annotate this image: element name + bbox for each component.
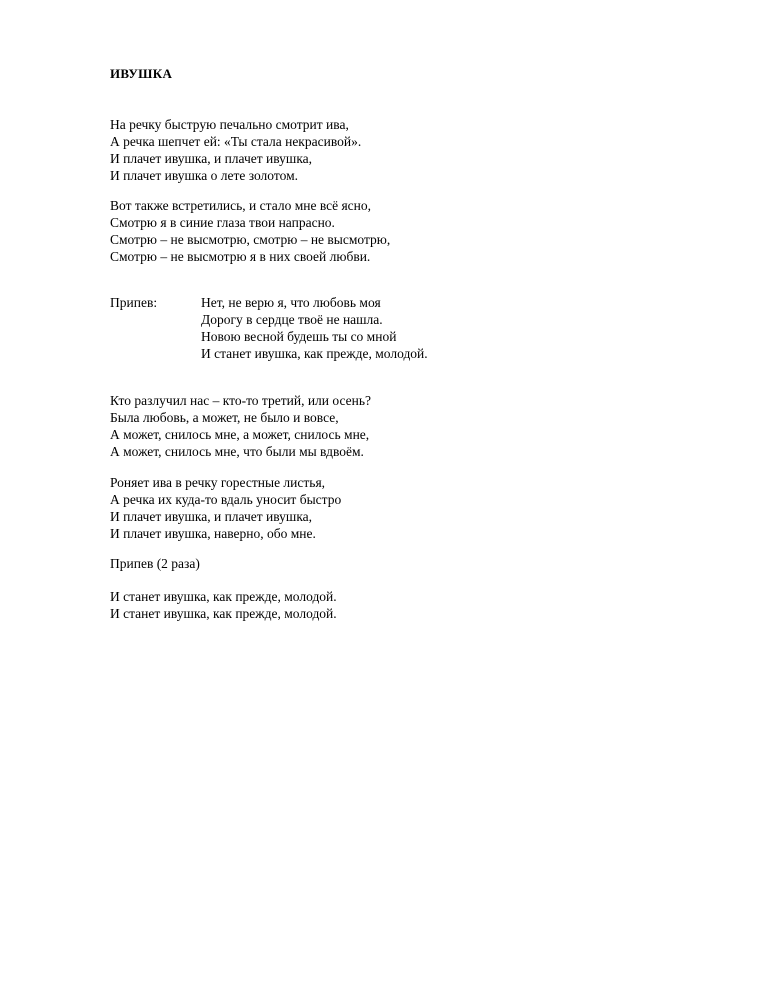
verse-1 (110, 116, 361, 184)
ending-line: И станет ивушка, как прежде, молодой. (110, 589, 337, 604)
verse-line: Роняет ива в речку горестные листья, (110, 475, 326, 490)
verse-line: Смотрю я в синие глаза твои напрасно. (110, 215, 335, 230)
verse-line: А может, снилось мне, что были мы вдвоём. (110, 444, 364, 459)
song-title: ИВУШКА (110, 66, 173, 81)
verse-2 (110, 197, 390, 265)
ending-line: И станет ивушка, как прежде, молодой. (110, 606, 337, 621)
chorus-line: Новою весной будешь ты со мной (201, 329, 397, 344)
chorus-line: Дорогу в сердце твоё не нашла. (201, 312, 383, 327)
chorus (201, 294, 428, 362)
verse-line: Смотрю – не высмотрю я в них своей любви. (110, 249, 371, 264)
chorus-repeat-line: Припев (2 раза) (110, 556, 200, 571)
chorus-line: И станет ивушка, как прежде, молодой. (201, 346, 428, 361)
verse-line: И плачет ивушка, и плачет ивушка, (110, 509, 313, 524)
chorus-repeat-note (110, 555, 200, 572)
verse-line: Смотрю – не высмотрю, смотрю – не высмотрю, (110, 232, 391, 247)
verse-line: На речку быструю печально смотрит ива, (110, 117, 349, 132)
verse-line: А речка их куда-то вдаль уносит быстро (110, 492, 342, 507)
verse-line: Вот также встретились, и стало мне всё ясно, (110, 198, 372, 213)
verse-line: А речка шепчет ей: «Ты стала некрасивой». (110, 134, 362, 149)
verse-line: И плачет ивушка, и плачет ивушка, (110, 151, 313, 166)
verse-line: И плачет ивушка, наверно, обо мне. (110, 526, 316, 541)
chorus-line: Нет, не верю я, что любовь моя (201, 295, 381, 310)
verse-3 (110, 392, 371, 460)
verse-line: Кто разлучил нас – кто-то третий, или осень? (110, 393, 372, 408)
verse-line: А может, снилось мне, а может, снилось мне, (110, 427, 370, 442)
verse-line: Была любовь, а может, не было и вовсе, (110, 410, 339, 425)
verse-line: И плачет ивушка о лете золотом. (110, 168, 298, 183)
ending (110, 588, 337, 622)
verse-4 (110, 474, 341, 542)
chorus-label: Припев: (110, 295, 158, 310)
